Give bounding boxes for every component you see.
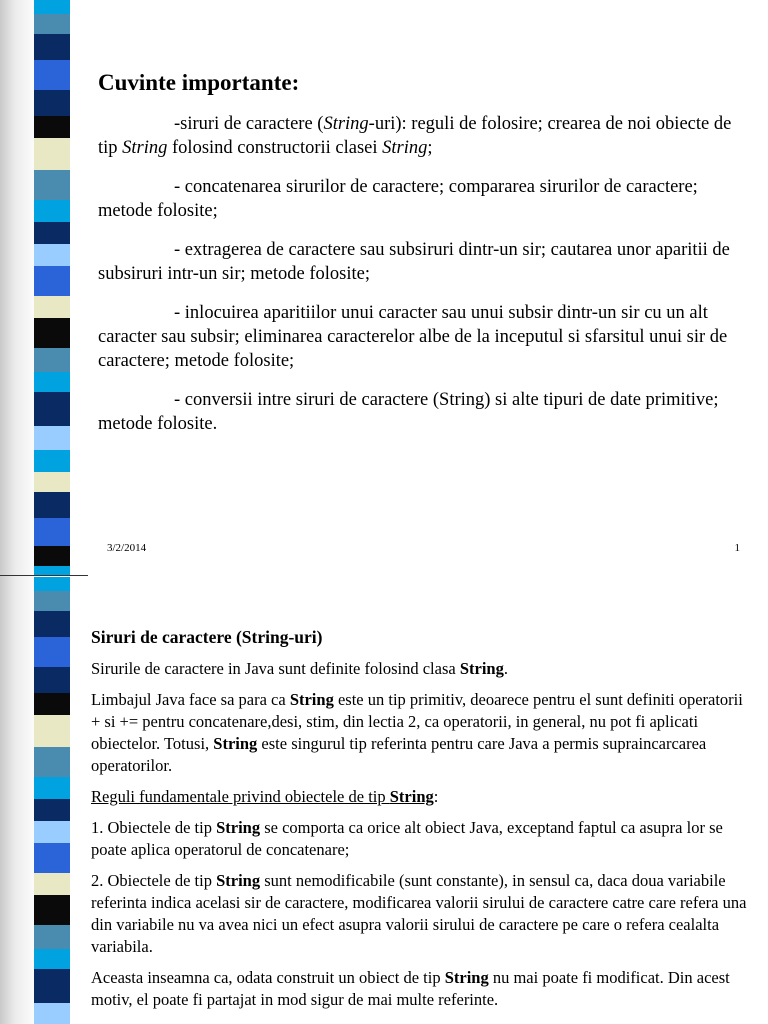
stripe-segment — [34, 693, 70, 715]
slide-body — [91, 626, 751, 1020]
stripe-segment — [34, 1003, 70, 1024]
stripe-segment — [34, 667, 70, 693]
stripe-segment — [34, 200, 70, 222]
stripe-segment — [34, 747, 70, 777]
slide-page-number: 1 — [734, 542, 740, 554]
paragraph-2: Limbajul Java face sa para ca String este un tip primitiv, deoarece pentru el sunt definiti operatorii + si += pentru concatenare,desi, stim, din lectia 2, ca operatorii, in general, nu pot fi aplicati obiectelor. Totusi, String este singurul tip referinta pentru care Java a permis supraincarcarea operatorilor. — [91, 690, 743, 775]
stripe-segment — [34, 591, 70, 611]
stripe-segment — [34, 969, 70, 1003]
stripe-segment — [34, 777, 70, 799]
stripe-segment — [34, 244, 70, 266]
stripe-segment — [34, 392, 70, 426]
stripe-segment — [34, 821, 70, 843]
stripe-segment — [34, 34, 70, 60]
slide-body — [98, 112, 748, 451]
rule-1: 1. Obiectele de tip String se comporta ca orice alt obiect Java, exceptand faptul ca asupra lor se poate aplica operatorul de concatenare; — [91, 818, 723, 859]
stripe-segment — [34, 492, 70, 518]
slide-divider — [0, 575, 88, 576]
stripe-segment — [34, 949, 70, 969]
stripe-segment — [34, 799, 70, 821]
stripe-segment — [34, 843, 70, 873]
slide-title: Cuvinte importante: — [98, 70, 300, 95]
stripe-segment — [34, 266, 70, 296]
stripe-segment — [34, 715, 70, 747]
bullet-2: - concatenarea sirurilor de caractere; compararea sirurilor de caractere; metode folosite; — [98, 177, 698, 221]
stripe-segment — [34, 222, 70, 244]
bullet-5: - conversii intre siruri de caractere (String) si alte tipuri de date primitive; metode folosite. — [98, 390, 719, 434]
rules-heading: Reguli fundamentale privind obiectele de tip String: — [91, 787, 439, 806]
stripe-segment — [34, 925, 70, 949]
slide-title: Siruri de caractere (String-uri) — [91, 627, 323, 647]
stripe-segment — [34, 426, 70, 450]
stripe-segment — [34, 14, 70, 34]
stripe-segment — [34, 637, 70, 667]
stripe-segment — [34, 138, 70, 170]
slide-2 — [0, 577, 768, 1024]
stripe-segment — [34, 170, 70, 200]
stripe-segment — [34, 450, 70, 472]
rule-2: 2. Obiectele de tip String sunt nemodificabile (sunt constante), in sensul ca, daca doua variabile referinta indica acelasi sir de caractere, modificarea valorii sirului de caractere catre care refera una din variabile nu va avea nici un efect asupra valorii sirului de caractere pe care o refera cealalta variabila. — [91, 871, 747, 956]
stripe-segment — [34, 577, 70, 591]
decorative-stripe-bar — [34, 577, 70, 1024]
stripe-segment — [34, 546, 70, 566]
paragraph-last: Aceasta inseamna ca, odata construit un obiect de tip String nu mai poate fi modificat. Din acest motiv, el poate fi partajat in mod sigur de mai multe referinte. — [91, 968, 730, 1009]
bullet-4: - inlocuirea aparitiilor unui caracter sau unui subsir dintr-un sir cu un alt caracter sau subsir; eliminarea caracterelor albe de la inceputul si sfarsitul unui sir de caractere; metode folosite; — [98, 303, 728, 371]
stripe-segment — [34, 90, 70, 116]
stripe-segment — [34, 296, 70, 318]
stripe-segment — [34, 873, 70, 895]
left-gradient-bar — [0, 577, 38, 1024]
paragraph-1: Sirurile de caractere in Java sunt definite folosind clasa String. — [91, 659, 508, 678]
stripe-segment — [34, 566, 70, 575]
stripe-segment — [34, 518, 70, 546]
stripe-segment — [34, 318, 70, 348]
stripe-segment — [34, 372, 70, 392]
stripe-segment — [34, 348, 70, 372]
stripe-segment — [34, 895, 70, 925]
bullet-1: -siruri de caractere (String-uri): reguli de folosire; crearea de noi obiecte de tip String folosind constructorii clasei String; — [98, 114, 732, 158]
stripe-segment — [34, 60, 70, 90]
stripe-segment — [34, 0, 70, 14]
bullet-3: - extragerea de caractere sau subsiruri dintr-un sir; cautarea unor aparitii de subsiruri intr-un sir; metode folosite; — [98, 240, 730, 284]
stripe-segment — [34, 611, 70, 637]
stripe-segment — [34, 116, 70, 138]
decorative-stripe-bar — [34, 0, 70, 575]
stripe-segment — [34, 472, 70, 492]
slide-date: 3/2/2014 — [107, 542, 147, 554]
